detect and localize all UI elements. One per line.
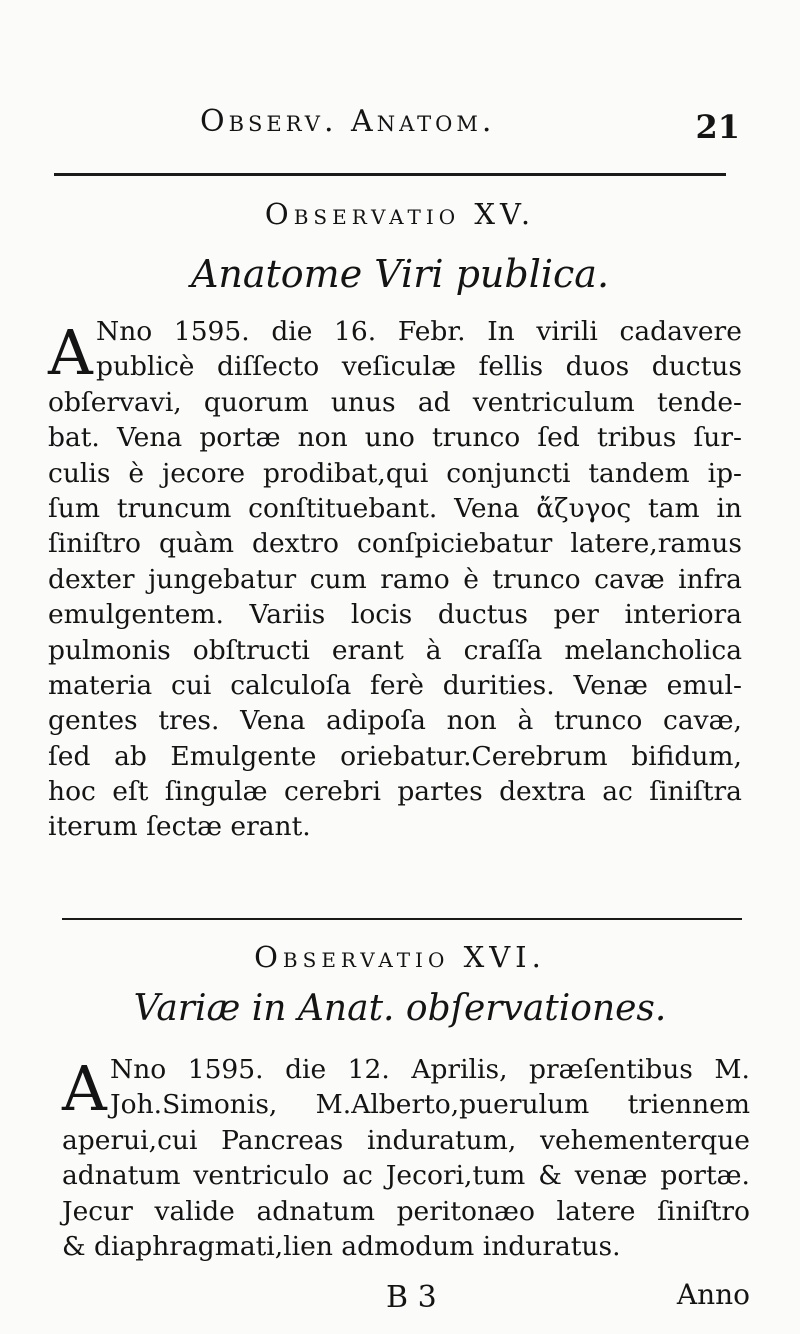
- observation-16-text: [62, 1052, 750, 1264]
- observation-15-subtitle: Anatome Viri publica.: [190, 252, 610, 296]
- observation-16-subtitle: Variæ in Anat. obſervationes.: [133, 988, 667, 1029]
- text-line: Jecur valide adnatum peritonæo latere ſiniſtro: [62, 1195, 750, 1227]
- section-rule: [62, 918, 742, 920]
- observation-15-text: [48, 314, 742, 845]
- running-head-title: Observ. Anatom.: [200, 104, 496, 139]
- text-line: aperui,cui Pancreas induratum, vehementerque: [62, 1124, 750, 1156]
- observation-15-dropcap: A: [48, 316, 93, 389]
- text-line: iterum ſectæ erant.: [48, 811, 311, 843]
- signature-mark: B 3: [386, 1280, 437, 1315]
- observation-16-dropcap: A: [62, 1052, 107, 1125]
- text-line: ſum truncum conſtituebant. Vena ἄζυγος tam in: [48, 492, 742, 524]
- text-line: materia cui calculoſa ferè durities. Venæ emul-: [48, 669, 742, 701]
- text-line: adnatum ventriculo ac Jecori,tum & venæ portæ.: [62, 1160, 750, 1192]
- text-line: ſed ab Emulgente oriebatur.Cerebrum bifidum,: [48, 740, 742, 772]
- catchword: Anno: [676, 1278, 750, 1311]
- text-line: bat. Vena portæ non uno trunco ſed tribus ſur-: [48, 422, 742, 454]
- header-rule: [54, 173, 726, 176]
- observation-15-heading: Observatio XV.: [264, 197, 536, 231]
- text-line: pulmonis obſtructi erant à craſſa melancholica: [48, 634, 742, 666]
- text-line: Nno 1595. die 16. Febr. In virili cadavere: [96, 316, 742, 347]
- text-line: gentes tres. Vena adipoſa non à trunco cavæ,: [48, 705, 742, 737]
- text-line: hoc eſt ſingulæ cerebri partes dextra ac ſiniſtra: [48, 776, 742, 808]
- text-line: obſervavi, quorum unus ad ventriculum tende-: [48, 386, 742, 418]
- text-line: culis è jecore prodibat,qui conjuncti tandem ip-: [48, 457, 742, 489]
- running-head: [0, 104, 800, 154]
- text-line: & diaphragmati,lien admodum induratus.: [62, 1230, 621, 1262]
- text-line: publicè diſſecto veſiculæ fellis duos ductus: [96, 351, 742, 383]
- text-line: ſiniſtro quàm dextro conſpiciebatur latere,ramus: [48, 528, 742, 560]
- text-line: emulgentem. Variis locis ductus per interiora: [48, 599, 742, 631]
- text-line: dexter jungebatur cum ramo è trunco cavæ infra: [48, 563, 742, 595]
- page-number: 21: [695, 108, 740, 146]
- text-line: Joh.Simonis, M.Alberto,puerulum triennem: [110, 1089, 750, 1121]
- text-line: Nno 1595. die 12. Aprilis, præſentibus M.: [110, 1054, 750, 1085]
- observation-16-heading: Observatio XVI.: [254, 940, 546, 974]
